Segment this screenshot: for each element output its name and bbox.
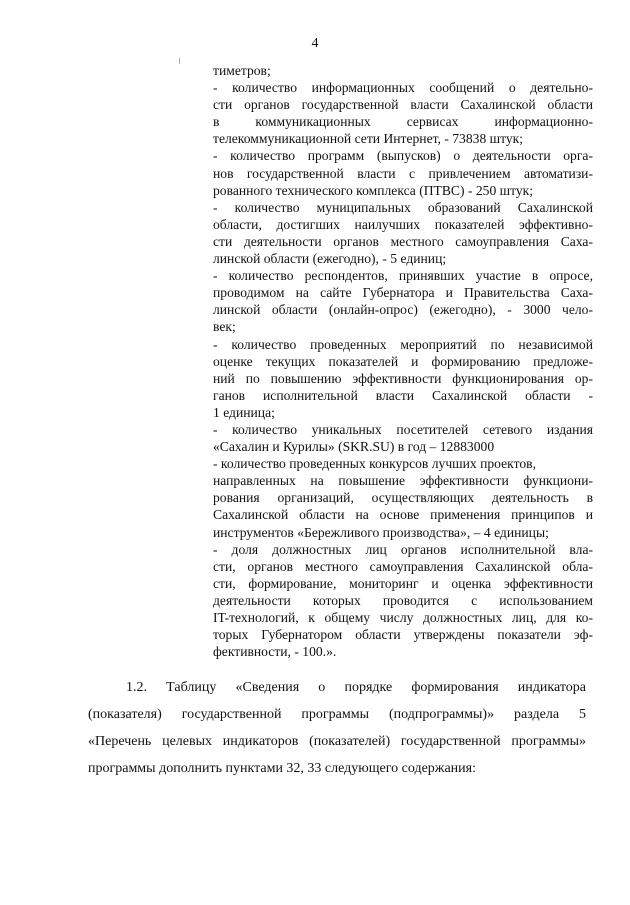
text-line: рованного технического комплекса (ПТВС) - 250 штук; (213, 182, 534, 198)
text-line: тиметров; (213, 63, 271, 78)
text-line: - количество проведенных мероприятий по независимой (213, 336, 593, 352)
text-line: фективности, - 100.». (213, 644, 337, 660)
text-line: сти, органов местного самоуправления Сахалинской обла- (213, 558, 593, 574)
text-line: IT-технологий, к общему числу должностных лиц, для ко- (213, 610, 593, 625)
text-line: 1 единица; (213, 404, 275, 420)
text-line: оценке текущих показателей и формированию предложе- (213, 353, 593, 369)
text-line: области, достигших наилучших показателей эффективно- (213, 216, 593, 232)
text-line: - количество муниципальных образований Сахалинской (213, 199, 593, 215)
text-line: 1.2. Таблицу «Сведения о порядке формирования индикатора (126, 680, 586, 695)
text-line: инструментов «Бережливого производства», – 4 единицы; (213, 524, 549, 540)
text-line: ний по повышению эффективности функционирования ор- (213, 370, 593, 386)
text-line: - количество информационных сообщений о деятельно- (213, 80, 593, 96)
text-line: направленных на повышение эффективности функциони- (213, 473, 593, 489)
text-line: сти, формирование, мониторинг и оценка эффективности (213, 575, 593, 591)
text-line: век; (213, 319, 236, 335)
indicator-list (213, 62, 593, 660)
text-line: нов государственной власти с привлечением автоматизи- (213, 165, 593, 181)
paragraph-1-2 (88, 674, 586, 782)
text-line: сти органов государственной власти Сахалинской области (213, 97, 593, 113)
text-line: линской области (ежегодно), - 5 единиц; (213, 251, 447, 267)
text-line: в коммуникационных сервисах информационно- (213, 114, 593, 130)
text-line: телекоммуникационной сети Интернет, - 73838 штук; (213, 131, 524, 147)
text-line: торых Губернатором области утверждены показатели эф- (213, 627, 593, 643)
text-line: - количество респондентов, принявших участие в опросе, (213, 268, 593, 284)
text-line: «Сахалин и Курилы» (SKR.SU) в год – 12883000 (213, 439, 495, 455)
text-line: деятельности которых проводится с использованием (213, 592, 593, 608)
text-line: линской области (онлайн-опрос) (ежегодно), - 3000 чело- (213, 302, 593, 318)
text-line: рования организаций, осуществляющих деятельность в (213, 490, 593, 506)
text-line: - доля должностных лиц органов исполнительной вла- (213, 541, 593, 557)
text-line: программы дополнить пунктами 32, 33 следующего содержания: (88, 761, 476, 776)
text-line: сти деятельности органов местного самоуправления Саха- (213, 233, 593, 249)
text-line: Сахалинской области на основе применения принципов и (213, 507, 593, 523)
text-line: «Перечень целевых индикаторов (показателей) государственной программы» (88, 734, 586, 749)
scan-artifact (179, 58, 180, 64)
text-line: проводимом на сайте Губернатора и Правительства Саха- (213, 285, 593, 301)
text-line: - количество программ (выпусков) о деятельности орга- (213, 148, 593, 164)
text-line: - количество проведенных конкурсов лучших проектов, (213, 456, 536, 472)
text-line: ганов исполнительной власти Сахалинской области - (213, 387, 593, 403)
text-line: (показателя) государственной программы (подпрограммы)» раздела 5 (88, 707, 586, 722)
text-line: - количество уникальных посетителей сетевого издания (213, 421, 593, 437)
page-number: 4 (311, 36, 319, 51)
